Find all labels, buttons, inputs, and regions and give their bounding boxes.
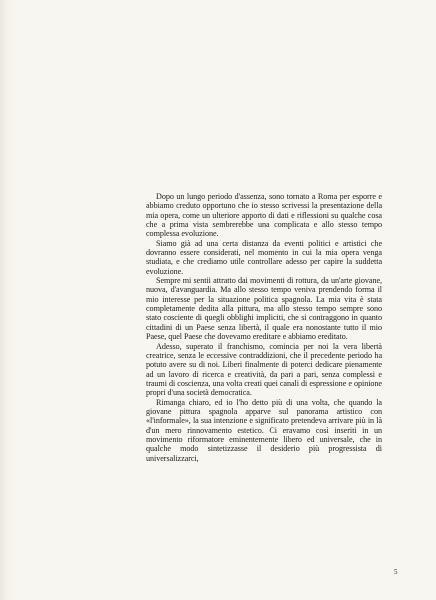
paragraph: Dopo un lungo periodo d'assenza, sono tornato a Roma per esporre e abbiamo creduto opportuno che io stesso scrivessi la presentazione della mia opera, come un ulteriore apporto di dati e riflessioni su qualche cosa che a prima vista sembrerebbe una complicata e allo stesso tempo complessa evoluzione. xyxy=(146,192,382,239)
page-number: 5 xyxy=(394,568,398,576)
paragraph: Siamo già ad una certa distanza da eventi politici e artistici che dovranno essere considerati, nel momento in cui la mia opera venga studiata, e che crediamo utile controllare adesso per capire la suddetta evoluzione. xyxy=(146,238,382,276)
paragraph: Adesso, superato il franchismo, comincia per noi la vera libertà creatrice, senza le eccessive contraddizioni, che il precedente periodo ha potuto avere su di noi. Liberi finalmente di poterci dedicare pienamente ad un lavoro di ricerca e creatività, da pari a pari, senza complessi e traumi di coscienza, una volta creati quei canali di espressione e opinione propri d'una società democratica. xyxy=(146,341,382,398)
body-text xyxy=(146,192,382,463)
paragraph: Rimanga chiaro, ed io l'ho detto più di una volta, che quando la giovane pittura spagnola apparve sul panorama artistico con «l'informale», la sua intenzione e significato pretendeva arrivare più in là d'un mero rinnovamento estetico. Ci eravamo così inseriti in un movimento riformatore eminentemente libero ed universale, che in qualche modo sintetizzasse il desiderio più progressista di universalizzarci, xyxy=(146,397,382,463)
paragraph: Sempre mi sentii attratto dai movimenti di rottura, da un'arte giovane, nuova, d'avanguardia. Ma allo stesso tempo veniva prendendo forma il mio interesse per la situazione politica spagnola. La mia vita è stata completamente dedita alla pittura, ma allo stesso tempo sempre sono stato cosciente di quegli obblighi impliciti, che si contraggono in quanto cittadini di un Paese senza libertà, il quale era nonostante tutto il mio Paese, quel Paese che dovevamo ereditare e abbiamo ereditato. xyxy=(146,276,382,342)
